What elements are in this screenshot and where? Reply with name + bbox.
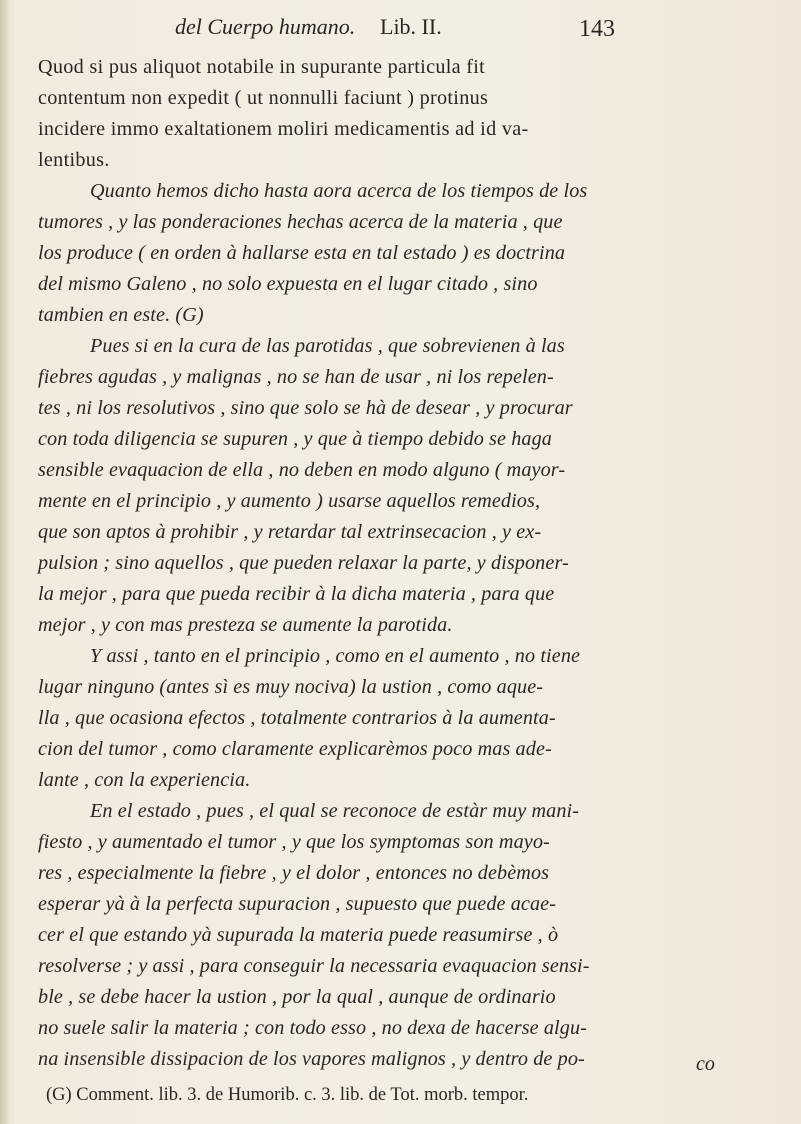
page-number: 143 [579, 16, 615, 42]
text-line: En el estado , pues , el qual se reconoce de estàr muy mani- [90, 800, 580, 822]
text-line: los produce ( en orden à hallarse esta en tal estado ) es doctrina [38, 242, 566, 264]
text-line: del mismo Galeno , no solo expuesta en el lugar citado , sino [38, 273, 538, 295]
text-line: tumores , y las ponderaciones hechas acerca de la materia , que [38, 211, 563, 233]
text-line: con toda diligencia se supuren , y que à tiempo debido se haga [38, 428, 552, 450]
footnote: (G) Comment. lib. 3. de Humorib. c. 3. lib. de Tot. morb. tempor. [46, 1085, 529, 1105]
text-line: tambien en este. (G) [38, 304, 204, 326]
text-line: na insensible dissipacion de los vapores malignos , y dentro de po- [38, 1048, 585, 1070]
book-number: Lib. II. [380, 14, 442, 39]
text-line: Pues si en la cura de las parotidas , que sobrevienen à las [90, 335, 565, 357]
text-line: cer el que estando yà supurada la materia puede reasumirse , ò [38, 924, 559, 946]
text-line: lugar ninguno (antes sì es muy nociva) la ustion , como aque- [38, 676, 544, 698]
page-gutter-edge [0, 0, 9, 1124]
text-line: lentibus. [38, 149, 110, 171]
text-line: la mejor , para que pueda recibir à la dicha materia , para que [38, 583, 555, 605]
text-line: fiebres agudas , y malignas , no se han de usar , ni los repelen- [38, 366, 554, 388]
text-line: no suele salir la materia ; con todo esso , no dexa de hacerse algu- [38, 1017, 587, 1039]
body-text [38, 52, 773, 1075]
text-line: Quod si pus aliquot notabile in supurante particula fit [38, 56, 486, 78]
text-line: cion del tumor , como claramente explicarèmos poco mas ade- [38, 738, 552, 760]
text-line: contentum non expedit ( ut nonnulli faciunt ) protinus [38, 87, 489, 109]
text-line: resolverse ; y assi , para conseguir la necessaria evaquacion sensi- [38, 955, 590, 977]
text-line: incidere immo exaltationem moliri medicamentis ad id va- [38, 118, 529, 140]
text-line: tes , ni los resolutivos , sino que solo se hà de desear , y procurar [38, 397, 573, 419]
text-line: esperar yà à la perfecta supuracion , supuesto que puede acae- [38, 893, 557, 915]
text-line: mejor , y con mas presteza se aumente la parotida. [38, 614, 453, 636]
text-line: fiesto , y aumentado el tumor , y que los symptomas son mayo- [38, 831, 550, 853]
text-line: lla , que ocasiona efectos , totalmente contrarios à la aumenta- [38, 707, 556, 729]
text-line: ble , se debe hacer la ustion , por la qual , aunque de ordinario [38, 986, 556, 1008]
catchword: co [696, 1053, 715, 1075]
text-line: lante , con la experiencia. [38, 769, 251, 791]
text-line: mente en el principio , y aumento ) usarse aquellos remedios, [38, 490, 541, 512]
text-line: res , especialmente la fiebre , y el dolor , entonces no debèmos [38, 862, 550, 884]
text-line: pulsion ; sino aquellos , que pueden relaxar la parte, y disponer- [38, 552, 569, 574]
text-line: que son aptos à prohibir , y retardar tal extrinsecacion , y ex- [38, 521, 542, 543]
text-line: Y assi , tanto en el principio , como en el aumento , no tiene [90, 645, 581, 667]
running-header [175, 14, 615, 48]
running-title: del Cuerpo humano. [175, 14, 356, 39]
text-line: sensible evaquacion de ella , no deben en modo alguno ( mayor- [38, 459, 566, 481]
text-line: Quanto hemos dicho hasta aora acerca de los tiempos de los [90, 180, 588, 202]
